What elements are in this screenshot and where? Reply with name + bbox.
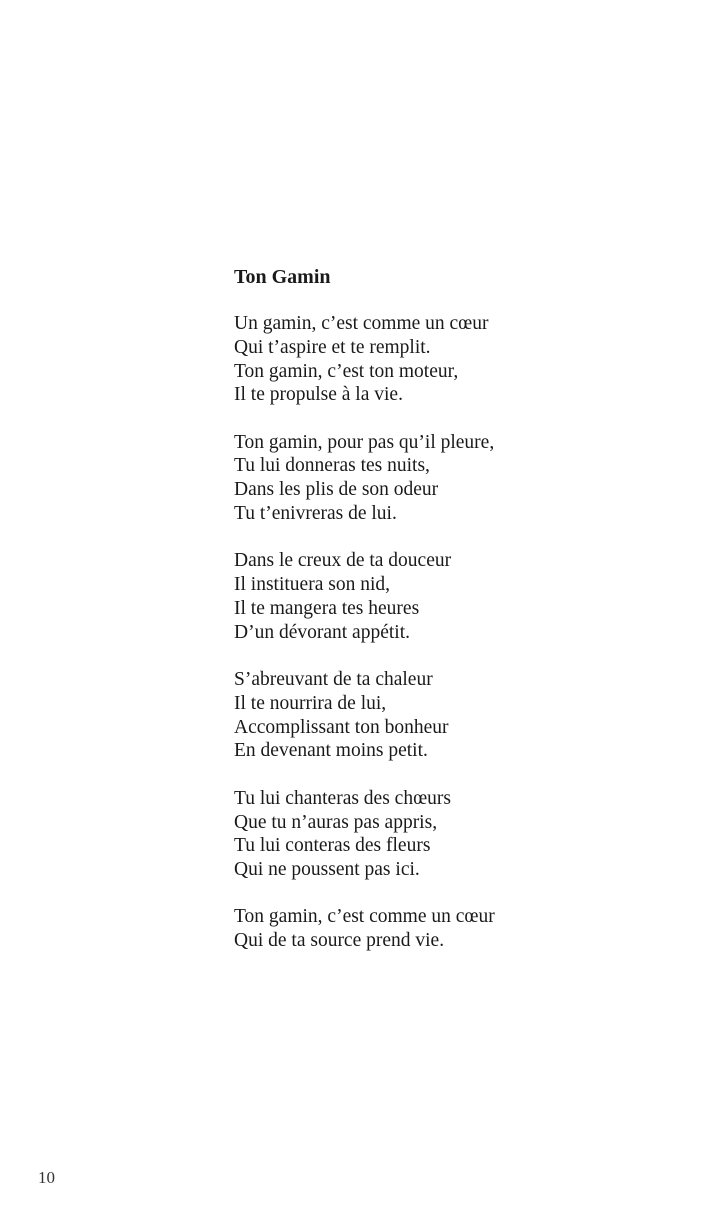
stanza	[234, 431, 674, 526]
verse-line: Que tu n’auras pas appris,	[234, 811, 438, 833]
verse-line: Il instituera son nid,	[234, 574, 390, 596]
verse-line: Tu lui conteras des fleurs	[234, 835, 431, 857]
verse-line: Ton gamin, c’est comme un cœur	[234, 906, 495, 928]
verse-line: Dans les plis de son odeur	[234, 479, 439, 501]
stanza	[234, 312, 674, 407]
page-number: 10	[38, 1168, 55, 1187]
poem	[234, 264, 674, 977]
verse-line: Il te mangera tes heures	[234, 597, 420, 619]
verse-line: S’abreuvant de ta chaleur	[234, 669, 433, 691]
verse-line: En devenant moins petit.	[234, 740, 428, 762]
verse-line: Ton gamin, pour pas qu’il pleure,	[234, 431, 495, 453]
verse-line: Un gamin, c’est comme un cœur	[234, 313, 489, 334]
stanza	[234, 549, 674, 644]
stanza	[234, 905, 674, 953]
verse-line: Qui t’aspire et te remplit.	[234, 336, 431, 358]
stanza	[234, 787, 674, 882]
verse-line: Qui ne poussent pas ici.	[234, 859, 420, 881]
verse-line: Il te propulse à la vie.	[234, 384, 403, 406]
stanza	[234, 668, 674, 763]
verse-line: Dans le creux de ta douceur	[234, 550, 452, 572]
verse-line: Qui de ta source prend vie.	[234, 930, 445, 952]
verse-line: Tu t’enivreras de lui.	[234, 503, 397, 525]
verse-line: Accomplissant ton bonheur	[234, 716, 449, 738]
verse-line: D’un dévorant appétit.	[234, 621, 410, 643]
verse-line: Tu lui chanteras des chœurs	[234, 787, 451, 809]
verse-line: Ton gamin, c’est ton moteur,	[234, 360, 459, 382]
poem-title: Ton Gamin	[234, 266, 331, 288]
verse-line: Tu lui donneras tes nuits,	[234, 455, 430, 477]
verse-line: Il te nourrira de lui,	[234, 692, 387, 714]
